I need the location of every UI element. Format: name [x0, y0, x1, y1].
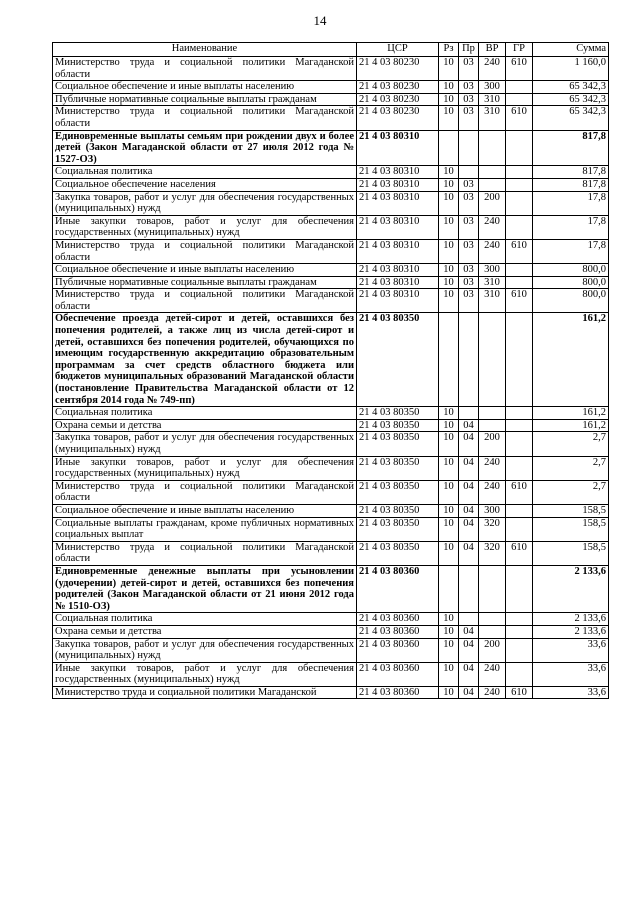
- cell-vr: [479, 407, 506, 420]
- cell-sum: 817,8: [533, 130, 609, 166]
- table-row: [53, 57, 609, 81]
- cell-gr: [506, 504, 533, 517]
- table-row: [53, 289, 609, 313]
- table-row: [53, 480, 609, 504]
- cell-csr: 21 4 03 80310: [357, 130, 439, 166]
- header-pr: Пр: [459, 43, 479, 57]
- cell-rz: 10: [439, 419, 459, 432]
- cell-sum: 2 133,6: [533, 565, 609, 612]
- cell-vr: 310: [479, 93, 506, 106]
- cell-sum: 161,2: [533, 419, 609, 432]
- cell-pr: [459, 130, 479, 166]
- cell-name: Охрана семьи и детства: [53, 625, 357, 638]
- cell-rz: 10: [439, 289, 459, 313]
- cell-vr: 240: [479, 662, 506, 686]
- cell-csr: 21 4 03 80350: [357, 407, 439, 420]
- cell-gr: 610: [506, 541, 533, 565]
- cell-vr: 320: [479, 541, 506, 565]
- cell-name: Министерство труда и социальной политики Магаданской области: [53, 239, 357, 263]
- cell-rz: 10: [439, 662, 459, 686]
- table-row: [53, 178, 609, 191]
- cell-rz: 10: [439, 407, 459, 420]
- cell-csr: 21 4 03 80310: [357, 215, 439, 239]
- cell-gr: [506, 178, 533, 191]
- cell-rz: 10: [439, 456, 459, 480]
- header-gr: ГР: [506, 43, 533, 57]
- table-row: [53, 419, 609, 432]
- cell-gr: [506, 81, 533, 94]
- cell-sum: 800,0: [533, 289, 609, 313]
- cell-csr: 21 4 03 80230: [357, 57, 439, 81]
- cell-pr: 03: [459, 215, 479, 239]
- header-rz: Рз: [439, 43, 459, 57]
- cell-name: Социальное обеспечение и иные выплаты населению: [53, 264, 357, 277]
- cell-sum: 2,7: [533, 456, 609, 480]
- table-row: [53, 191, 609, 215]
- cell-pr: 03: [459, 191, 479, 215]
- cell-csr: 21 4 03 80310: [357, 191, 439, 215]
- cell-pr: 04: [459, 480, 479, 504]
- cell-vr: 240: [479, 456, 506, 480]
- cell-name: Охрана семьи и детства: [53, 419, 357, 432]
- cell-pr: 04: [459, 686, 479, 699]
- cell-csr: 21 4 03 80360: [357, 638, 439, 662]
- header-csr: ЦСР: [357, 43, 439, 57]
- table-row: [53, 81, 609, 94]
- cell-csr: 21 4 03 80350: [357, 432, 439, 456]
- cell-csr: 21 4 03 80360: [357, 625, 439, 638]
- table-row: [53, 432, 609, 456]
- cell-vr: 320: [479, 517, 506, 541]
- cell-pr: 03: [459, 93, 479, 106]
- cell-gr: [506, 313, 533, 407]
- cell-name: Социальная политика: [53, 166, 357, 179]
- cell-name: Закупка товаров, работ и услуг для обеспечения государственных (муниципальных) нужд: [53, 638, 357, 662]
- cell-rz: 10: [439, 638, 459, 662]
- cell-sum: 17,8: [533, 215, 609, 239]
- cell-vr: [479, 166, 506, 179]
- cell-rz: 10: [439, 191, 459, 215]
- cell-sum: 2,7: [533, 480, 609, 504]
- cell-gr: [506, 191, 533, 215]
- cell-sum: 161,2: [533, 407, 609, 420]
- cell-gr: [506, 419, 533, 432]
- table-body: [53, 57, 609, 699]
- table-row: [53, 93, 609, 106]
- cell-name: Публичные нормативные социальные выплаты гражданам: [53, 276, 357, 289]
- cell-sum: 33,6: [533, 686, 609, 699]
- cell-pr: 03: [459, 81, 479, 94]
- cell-gr: [506, 613, 533, 626]
- table-row: [53, 613, 609, 626]
- table-row: [53, 662, 609, 686]
- cell-rz: 10: [439, 613, 459, 626]
- cell-csr: 21 4 03 80350: [357, 456, 439, 480]
- cell-vr: 200: [479, 638, 506, 662]
- cell-name: Закупка товаров, работ и услуг для обеспечения государственных (муниципальных) нужд: [53, 191, 357, 215]
- cell-csr: 21 4 03 80230: [357, 81, 439, 94]
- cell-csr: 21 4 03 80360: [357, 662, 439, 686]
- cell-vr: 240: [479, 215, 506, 239]
- cell-rz: 10: [439, 81, 459, 94]
- cell-rz: 10: [439, 57, 459, 81]
- table-header-row: [53, 43, 609, 57]
- budget-table: [52, 42, 609, 699]
- cell-vr: [479, 419, 506, 432]
- cell-vr: 310: [479, 106, 506, 130]
- cell-csr: 21 4 03 80230: [357, 93, 439, 106]
- cell-pr: 03: [459, 178, 479, 191]
- cell-sum: 17,8: [533, 191, 609, 215]
- cell-vr: 310: [479, 276, 506, 289]
- cell-pr: [459, 613, 479, 626]
- cell-rz: 10: [439, 166, 459, 179]
- header-name: Наименование: [53, 43, 357, 57]
- cell-rz: 10: [439, 239, 459, 263]
- cell-vr: 240: [479, 57, 506, 81]
- cell-sum: 800,0: [533, 264, 609, 277]
- cell-rz: 10: [439, 178, 459, 191]
- header-sum: Сумма: [533, 43, 609, 57]
- cell-vr: [479, 625, 506, 638]
- cell-pr: 03: [459, 239, 479, 263]
- cell-csr: 21 4 03 80360: [357, 565, 439, 612]
- table-row: [53, 166, 609, 179]
- cell-rz: 10: [439, 432, 459, 456]
- cell-vr: 300: [479, 264, 506, 277]
- cell-vr: 300: [479, 504, 506, 517]
- table-row: [53, 517, 609, 541]
- cell-name: Иные закупки товаров, работ и услуг для обеспечения государственных (муниципальных) нужд: [53, 215, 357, 239]
- cell-gr: 610: [506, 106, 533, 130]
- cell-vr: 240: [479, 239, 506, 263]
- cell-sum: 158,5: [533, 517, 609, 541]
- cell-csr: 21 4 03 80360: [357, 613, 439, 626]
- cell-csr: 21 4 03 80350: [357, 419, 439, 432]
- cell-sum: 800,0: [533, 276, 609, 289]
- cell-gr: [506, 130, 533, 166]
- cell-vr: 300: [479, 81, 506, 94]
- cell-sum: 158,5: [533, 504, 609, 517]
- table-row: [53, 239, 609, 263]
- cell-gr: 610: [506, 239, 533, 263]
- cell-name: Иные закупки товаров, работ и услуг для обеспечения государственных (муниципальных) нужд: [53, 662, 357, 686]
- cell-name: Закупка товаров, работ и услуг для обеспечения государственных (муниципальных) нужд: [53, 432, 357, 456]
- cell-sum: 33,6: [533, 638, 609, 662]
- cell-gr: [506, 276, 533, 289]
- table-row: [53, 264, 609, 277]
- cell-pr: 03: [459, 289, 479, 313]
- table-row: [53, 638, 609, 662]
- cell-vr: 310: [479, 289, 506, 313]
- cell-rz: 10: [439, 264, 459, 277]
- cell-pr: 04: [459, 504, 479, 517]
- cell-gr: [506, 93, 533, 106]
- table-row: [53, 565, 609, 612]
- cell-rz: 10: [439, 541, 459, 565]
- cell-csr: 21 4 03 80310: [357, 178, 439, 191]
- cell-name: Министерство труда и социальной политики Магаданской области: [53, 106, 357, 130]
- cell-vr: 200: [479, 191, 506, 215]
- cell-vr: [479, 130, 506, 166]
- table-row: [53, 130, 609, 166]
- cell-gr: [506, 638, 533, 662]
- cell-name: Социальные выплаты гражданам, кроме публичных нормативных социальных выплат: [53, 517, 357, 541]
- cell-csr: 21 4 03 80230: [357, 106, 439, 130]
- cell-rz: 10: [439, 106, 459, 130]
- cell-sum: 65 342,3: [533, 106, 609, 130]
- cell-name: Единовременные денежные выплаты при усыновлении (удочерении) детей-сирот и детей, оставшихся без попечения родителей (Закон Магаданской области от 21 июня 2012 года № 1510-ОЗ): [53, 565, 357, 612]
- cell-pr: 04: [459, 517, 479, 541]
- cell-pr: 04: [459, 432, 479, 456]
- cell-gr: 610: [506, 480, 533, 504]
- cell-sum: 2,7: [533, 432, 609, 456]
- cell-rz: 10: [439, 686, 459, 699]
- table-row: [53, 504, 609, 517]
- table-row: [53, 313, 609, 407]
- cell-csr: 21 4 03 80350: [357, 504, 439, 517]
- table-row: [53, 625, 609, 638]
- cell-pr: [459, 407, 479, 420]
- cell-gr: [506, 625, 533, 638]
- cell-rz: 10: [439, 625, 459, 638]
- cell-rz: 10: [439, 480, 459, 504]
- cell-rz: 10: [439, 504, 459, 517]
- cell-sum: 65 342,3: [533, 81, 609, 94]
- cell-sum: 161,2: [533, 313, 609, 407]
- cell-name: Социальное обеспечение населения: [53, 178, 357, 191]
- cell-sum: 1 160,0: [533, 57, 609, 81]
- cell-csr: 21 4 03 80360: [357, 686, 439, 699]
- cell-rz: 10: [439, 215, 459, 239]
- cell-pr: 04: [459, 625, 479, 638]
- cell-csr: 21 4 03 80350: [357, 517, 439, 541]
- cell-csr: 21 4 03 80310: [357, 264, 439, 277]
- table-row: [53, 106, 609, 130]
- cell-rz: 10: [439, 93, 459, 106]
- cell-name: Социальное обеспечение и иные выплаты населению: [53, 81, 357, 94]
- cell-rz: 10: [439, 517, 459, 541]
- page-number: 14: [313, 13, 327, 28]
- cell-rz: 10: [439, 276, 459, 289]
- cell-name: Министерство труда и социальной политики Магаданской области: [53, 289, 357, 313]
- cell-name: Обеспечение проезда детей-сирот и детей, оставшихся без попечения родителей, а также лиц из числа детей-сирот и детей, оставшихся без попечения родителей, обучающихся по имеющим государственную аккредитацию образовательным программам за счет средств областного бюджета или бюджетов муниципальных образований Магаданской области (постановление Правительства Магаданской области от 12 сентября 2014 года № 749-пп): [53, 313, 357, 407]
- cell-name: Единовременные выплаты семьям при рождении двух и более детей (Закон Магаданской области от 27 июля 2012 года № 1527-ОЗ): [53, 130, 357, 166]
- cell-gr: 610: [506, 289, 533, 313]
- cell-gr: [506, 565, 533, 612]
- cell-pr: 03: [459, 106, 479, 130]
- cell-gr: [506, 456, 533, 480]
- cell-rz: [439, 130, 459, 166]
- cell-gr: [506, 264, 533, 277]
- cell-vr: [479, 565, 506, 612]
- cell-gr: [506, 662, 533, 686]
- cell-name: Министерство труда и социальной политики Магаданской области: [53, 57, 357, 81]
- table-row: [53, 407, 609, 420]
- cell-pr: 04: [459, 662, 479, 686]
- table-row: [53, 215, 609, 239]
- cell-sum: 2 133,6: [533, 613, 609, 626]
- cell-sum: 158,5: [533, 541, 609, 565]
- cell-vr: 240: [479, 686, 506, 699]
- cell-pr: 03: [459, 57, 479, 81]
- cell-pr: [459, 166, 479, 179]
- cell-name: Министерство труда и социальной политики Магаданской области: [53, 480, 357, 504]
- cell-pr: [459, 313, 479, 407]
- cell-gr: [506, 166, 533, 179]
- cell-vr: [479, 178, 506, 191]
- cell-pr: 03: [459, 276, 479, 289]
- cell-pr: 04: [459, 456, 479, 480]
- cell-name: Социальная политика: [53, 407, 357, 420]
- cell-gr: [506, 215, 533, 239]
- cell-pr: 04: [459, 541, 479, 565]
- cell-pr: 04: [459, 419, 479, 432]
- cell-name: Социальная политика: [53, 613, 357, 626]
- cell-csr: 21 4 03 80350: [357, 541, 439, 565]
- cell-name: Министерство труда и социальной политики Магаданской области: [53, 541, 357, 565]
- cell-vr: [479, 313, 506, 407]
- cell-csr: 21 4 03 80310: [357, 276, 439, 289]
- table-row: [53, 456, 609, 480]
- cell-sum: 817,8: [533, 166, 609, 179]
- table-row: [53, 276, 609, 289]
- cell-vr: 200: [479, 432, 506, 456]
- cell-name: Иные закупки товаров, работ и услуг для обеспечения государственных (муниципальных) нужд: [53, 456, 357, 480]
- cell-csr: 21 4 03 80310: [357, 166, 439, 179]
- cell-rz: [439, 313, 459, 407]
- cell-vr: [479, 613, 506, 626]
- table-row: [53, 541, 609, 565]
- cell-sum: 65 342,3: [533, 93, 609, 106]
- header-vr: ВР: [479, 43, 506, 57]
- cell-gr: 610: [506, 57, 533, 81]
- cell-sum: 2 133,6: [533, 625, 609, 638]
- cell-csr: 21 4 03 80310: [357, 239, 439, 263]
- cell-pr: 04: [459, 638, 479, 662]
- cell-gr: [506, 517, 533, 541]
- table-row: [53, 686, 609, 699]
- cell-sum: 817,8: [533, 178, 609, 191]
- cell-csr: 21 4 03 80310: [357, 289, 439, 313]
- cell-name: Министерство труда и социальной политики Магаданской: [53, 686, 357, 699]
- cell-gr: [506, 432, 533, 456]
- cell-vr: 240: [479, 480, 506, 504]
- cell-pr: 03: [459, 264, 479, 277]
- cell-csr: 21 4 03 80350: [357, 313, 439, 407]
- cell-csr: 21 4 03 80350: [357, 480, 439, 504]
- cell-sum: 33,6: [533, 662, 609, 686]
- cell-pr: [459, 565, 479, 612]
- cell-rz: [439, 565, 459, 612]
- cell-gr: 610: [506, 686, 533, 699]
- cell-gr: [506, 407, 533, 420]
- cell-name: Социальное обеспечение и иные выплаты населению: [53, 504, 357, 517]
- cell-sum: 17,8: [533, 239, 609, 263]
- cell-name: Публичные нормативные социальные выплаты гражданам: [53, 93, 357, 106]
